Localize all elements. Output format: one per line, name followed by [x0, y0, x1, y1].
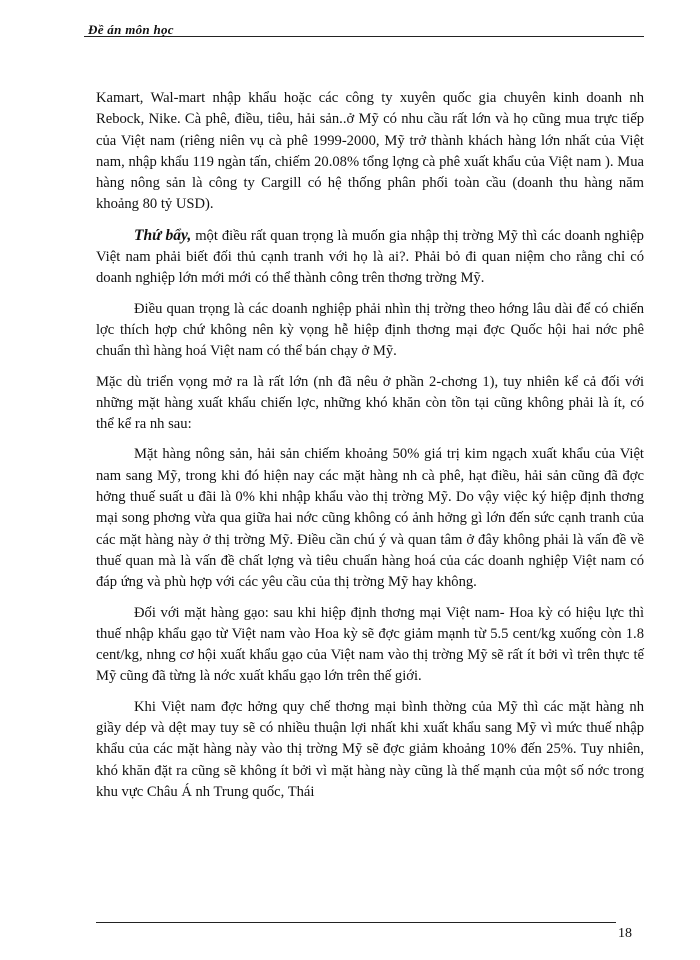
paragraph-5	[96, 444, 644, 593]
page-number: 18	[618, 926, 632, 941]
paragraph-4-text: Mặc dù triển vọng mở ra là rất lớn (nh đã nêu ở phần 2-chơng 1), tuy nhiên kể cả đối với những mặt hàng xuất khẩu chiến lợc, những khó khăn còn tồn tại cũng không phải là ít, có thể kể ra nh sau:	[96, 373, 644, 433]
paragraph-3-text: Điều quan trọng là các doanh nghiệp phải nhìn thị trờng theo hớng lâu dài để có chiến lợc thích hợp chứ không nên kỳ vọng hễ hiệp định thơng mại đợc Quốc hội hai nớc phê chuẩn thì hàng hoá Việt nam có thể bán chạy ở Mỹ.	[96, 300, 644, 360]
paragraph-6	[96, 603, 644, 688]
paragraph-6-text: Đối với mặt hàng gạo: sau khi hiệp định thơng mại Việt nam- Hoa kỳ có hiệu lực thì thuế nhập khẩu gạo từ Việt nam vào Hoa kỳ sẽ đợc giảm mạnh từ 5.5 cent/kg xuống còn 1.8 cent/kg, nhng cơ hội xuất khẩu gạo của Việt nam vào thị trờng Mỹ sẽ rất ít bởi vì trên thực tế Mỹ cũng đã từng là nớc xuất khẩu gạo lớn trên thế giới.	[96, 604, 644, 685]
header-title: Đề án môn học	[88, 22, 174, 37]
paragraph-2-text: một điều rất quan trọng là muốn gia nhập thị trờng Mỹ thì các doanh nghiệp Việt nam phải biết đối thủ cạnh tranh với họ là ai?. Phải bỏ đi quan niệm cho rằng chỉ có doanh nghiệp lớn mới mới có thể thành công trên thơng trờng Mỹ.	[96, 227, 644, 287]
body-text	[96, 88, 644, 803]
paragraph-1-text: Kamart, Wal-mart nhập khẩu hoặc các công ty xuyên quốc gia chuyên kinh doanh nh Rebock, Nike. Cà phê, điều, tiêu, hải sản..ở Mỹ có nhu cầu rất lớn và họ cũng mua trực tiếp của Việt nam (riêng niên vụ cà phê 1999-2000, Mỹ trở thành khách hàng lớn nhất của Việt nam, nhập khẩu 119 ngàn tấn, chiếm 20.08% tổng lợng cà phê xuất khẩu của Việt nam ). Mua hàng nông sản là công ty Cargill có hệ thống phân phối toàn cầu (doanh thu hàng năm khoảng 80 tỷ USD).	[96, 90, 644, 213]
paragraph-1	[96, 88, 644, 216]
paragraph-2	[96, 225, 644, 290]
paragraph-4	[96, 372, 644, 436]
paragraph-5-text: Mặt hàng nông sản, hải sản chiếm khoảng 50% giá trị kim ngạch xuất khẩu của Việt nam sang Mỹ, trong khi đó hiện nay các mặt hàng nh cà phê, hạt điều, hải sản cũng đã đợc hởng thuế suất u đãi là 0% khi nhập khẩu vào thị trờng Mỹ. Do vậy việc ký hiệp định thơng mại song phơng vừa qua giữa hai nớc cũng không có ảnh hởng gì lớn đến sức cạnh tranh của các mặt hàng này ở thị trờng Mỹ. Điều cần chú ý và quan tâm ở đây không phải là vấn đề về thuế quan mà là vấn đề chất lợng và tiêu chuẩn hàng hoá của các doanh nghiệp Việt nam có đáp ứng và phù hợp với các yêu cầu của thị trờng Mỹ hay không.	[96, 446, 644, 591]
paragraph-7-text: Khi Việt nam đợc hởng quy chế thơng mại bình thờng của Mỹ thì các mặt hàng nh giầy dép và dệt may tuy sẽ có nhiều thuận lợi nhất khi xuất khẩu sang Mỹ vì mức thuế nhập khẩu của các mặt hàng này vào thị trờng Mỹ sẽ đợc giảm khoảng 10% đến 25%. Tuy nhiên, khó khăn đặt ra cũng sẽ không ít bởi vì mặt hàng này cũng là thế mạnh của một số nớc trong khu vực Châu Á nh Trung quốc, Thái	[96, 698, 644, 800]
header-rule	[84, 36, 644, 37]
paragraph-3	[96, 299, 644, 363]
paragraph-2-lead: Thứ bẩy,	[134, 226, 192, 244]
footer-rule	[96, 922, 616, 923]
paragraph-7	[96, 697, 644, 803]
